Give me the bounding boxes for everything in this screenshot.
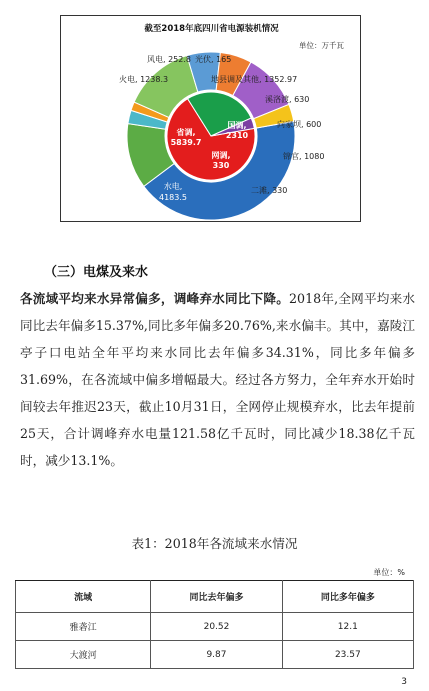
outer-label-溪洛渡: 溪洛渡, 630 [265, 95, 310, 104]
section-heading: （三）电煤及来水 [44, 265, 149, 280]
table-cell: 20.52 [151, 613, 282, 641]
table-cell: 9.87 [151, 641, 282, 669]
outer-label-地县调及其他: 地县调及其他, 1352.97 [211, 75, 298, 84]
inner-label-国调: 国调, [227, 121, 247, 130]
inner-label-网调: 网调, [211, 151, 231, 160]
chart-unit: 单位：万千瓦 [299, 41, 344, 50]
inner-label-国调-value: 2310 [225, 131, 249, 140]
inner-label-省调: 省调, [176, 128, 196, 137]
table-header-basin: 流域 [16, 581, 151, 613]
paragraph [20, 285, 415, 474]
outer-label-光伏: 光伏, 165 [195, 55, 232, 64]
table-header-vs-avg: 同比多年偏多 [282, 581, 413, 613]
outer-label-二滩: 二滩, 330 [251, 186, 288, 195]
page-number: 3 [401, 677, 407, 687]
table-unit: 单位：% [373, 568, 405, 577]
chart-frame [60, 15, 361, 222]
paragraph-lead: 各流域平均来水异常偏多，调峰弃水同比下降。 [20, 291, 290, 306]
inner-label-省调-value: 5839.7 [170, 138, 202, 147]
table-cell: 12.1 [282, 613, 413, 641]
outer-label-水电: 水电, [163, 182, 183, 191]
outer-label-向家坝: 向家坝, 600 [277, 120, 322, 129]
outer-label-火电: 火电, 1238.3 [119, 75, 169, 84]
outer-label-锦官: 锦官, 1080 [283, 152, 325, 161]
table-caption: 表1：2018年各流域来水情况 [131, 536, 298, 551]
inner-label-网调-value: 330 [212, 161, 230, 170]
paragraph-body: 2018年,全网平均来水同比去年偏多15.37%,同比多年偏多20.76%,来水偏丰。其中，嘉陵江亭子口电站全年平均来水同比去年偏多34.31%，同比多年偏多31.69%，在各流域中偏多增幅最大。经过各方努力，全年弃水开始时间较去年推迟23天，截止10月31日，全网停止规模弃水，比去年提前25天，合计调峰弃水电量121.58亿千瓦时，同比减少18.38亿千瓦时，减少13.1%。 [20, 291, 415, 468]
table-row [16, 613, 414, 641]
table-header-vs-last-year: 同比去年偏多 [151, 581, 282, 613]
flow-table [15, 580, 414, 669]
table-cell: 大渡河 [16, 641, 151, 669]
table-row [16, 641, 414, 669]
outer-label-风电: 风电, 252.8 [147, 55, 191, 64]
outer-label-水电-value: 4183.5 [159, 193, 187, 202]
table-cell: 23.57 [282, 641, 413, 669]
chart-title: 截至2018年底四川省电源装机情况 [144, 24, 279, 34]
table-cell: 雅砻江 [16, 613, 151, 641]
table-header-row [16, 581, 414, 613]
